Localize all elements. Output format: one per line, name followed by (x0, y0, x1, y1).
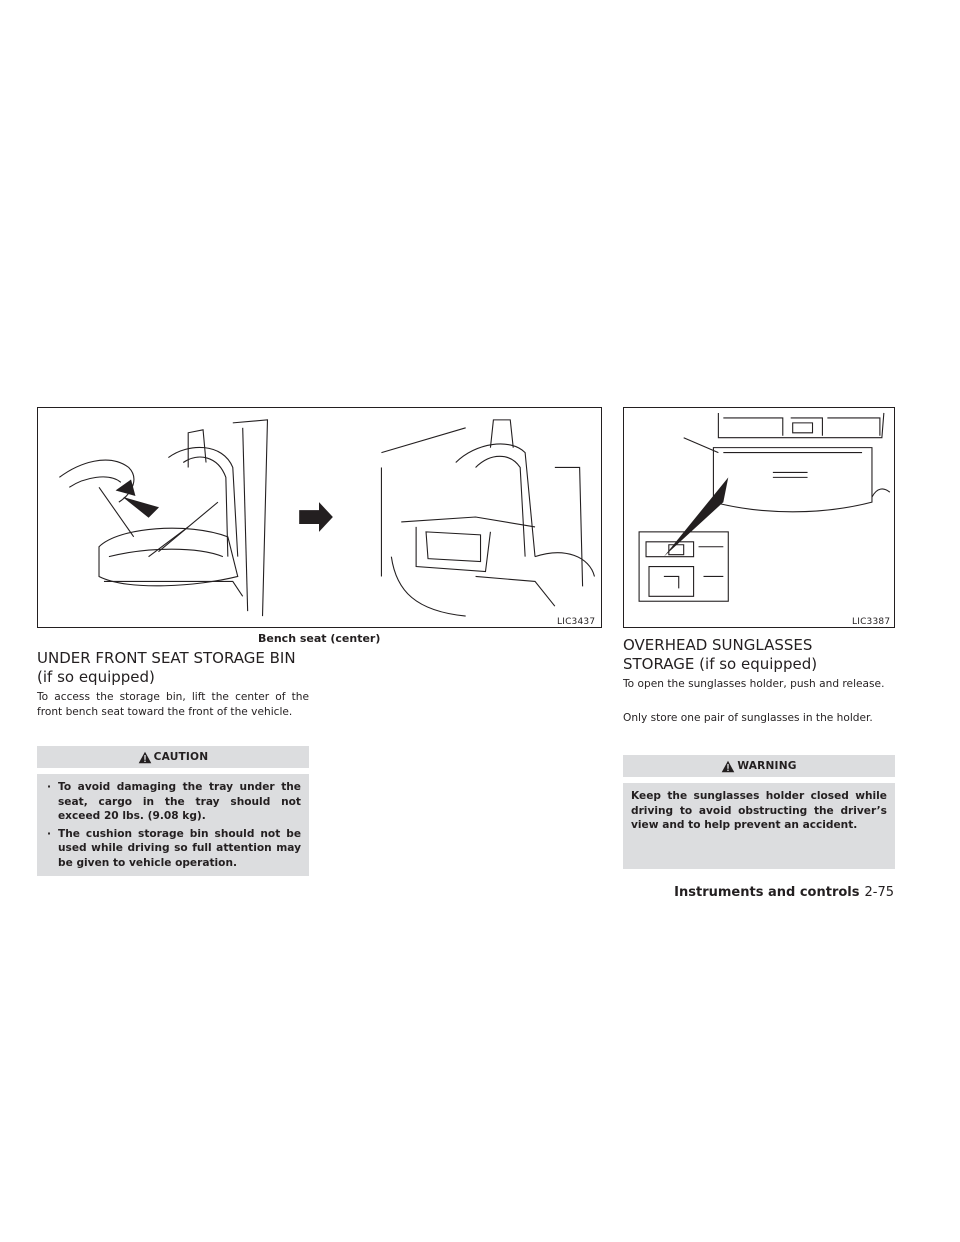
figure-caption: Bench seat (center) (258, 632, 381, 645)
caution-box (37, 746, 309, 876)
warning-body (623, 783, 895, 869)
warning-header (623, 755, 895, 777)
page-footer (674, 885, 894, 900)
warning-label: WARNING (737, 760, 797, 772)
figure-code-left: LIC3437 (557, 617, 596, 627)
section-heading-sunglasses: OVERHEAD SUNGLASSES STORAGE (if so equipped) (623, 636, 818, 673)
sunglasses-holder-figure (623, 407, 895, 628)
sunglasses-paragraph-1: To open the sunglasses holder, push and release. (623, 678, 885, 690)
section-heading-storage-bin: UNDER FRONT SEAT STORAGE BIN (if so equipped) (37, 649, 296, 686)
figure-code-right: LIC3387 (852, 617, 891, 627)
storage-bin-paragraph: To access the storage bin, lift the center of the front bench seat toward the front of the vehicle. (37, 691, 309, 718)
caution-label: CAUTION (153, 751, 209, 763)
warning-box (623, 755, 895, 869)
warning-text: Keep the sunglasses holder closed while driving to avoid obstructing the driver’s view and to help prevent an accident. (631, 790, 887, 831)
arrow-right-icon (299, 502, 333, 532)
sunglasses-holder-illustration (624, 408, 894, 627)
caution-item: · To avoid damaging the tray under the seat, cargo in the tray should not exceed 20 lbs. (9.08 kg). (45, 780, 301, 824)
bench-seat-illustration (38, 408, 601, 627)
footer-section-title: Instruments and controls (674, 885, 860, 900)
bench-seat-figure (37, 407, 602, 628)
caution-item: · The cushion storage bin should not be used while driving so full attention may be given to vehicle operation. (45, 827, 301, 871)
caution-header (37, 746, 309, 768)
warning-triangle-icon (138, 751, 152, 764)
sunglasses-paragraph-2: Only store one pair of sunglasses in the holder. (623, 712, 873, 724)
page-number: 2-75 (864, 885, 894, 900)
warning-triangle-icon (721, 760, 735, 773)
caution-body (37, 774, 309, 876)
